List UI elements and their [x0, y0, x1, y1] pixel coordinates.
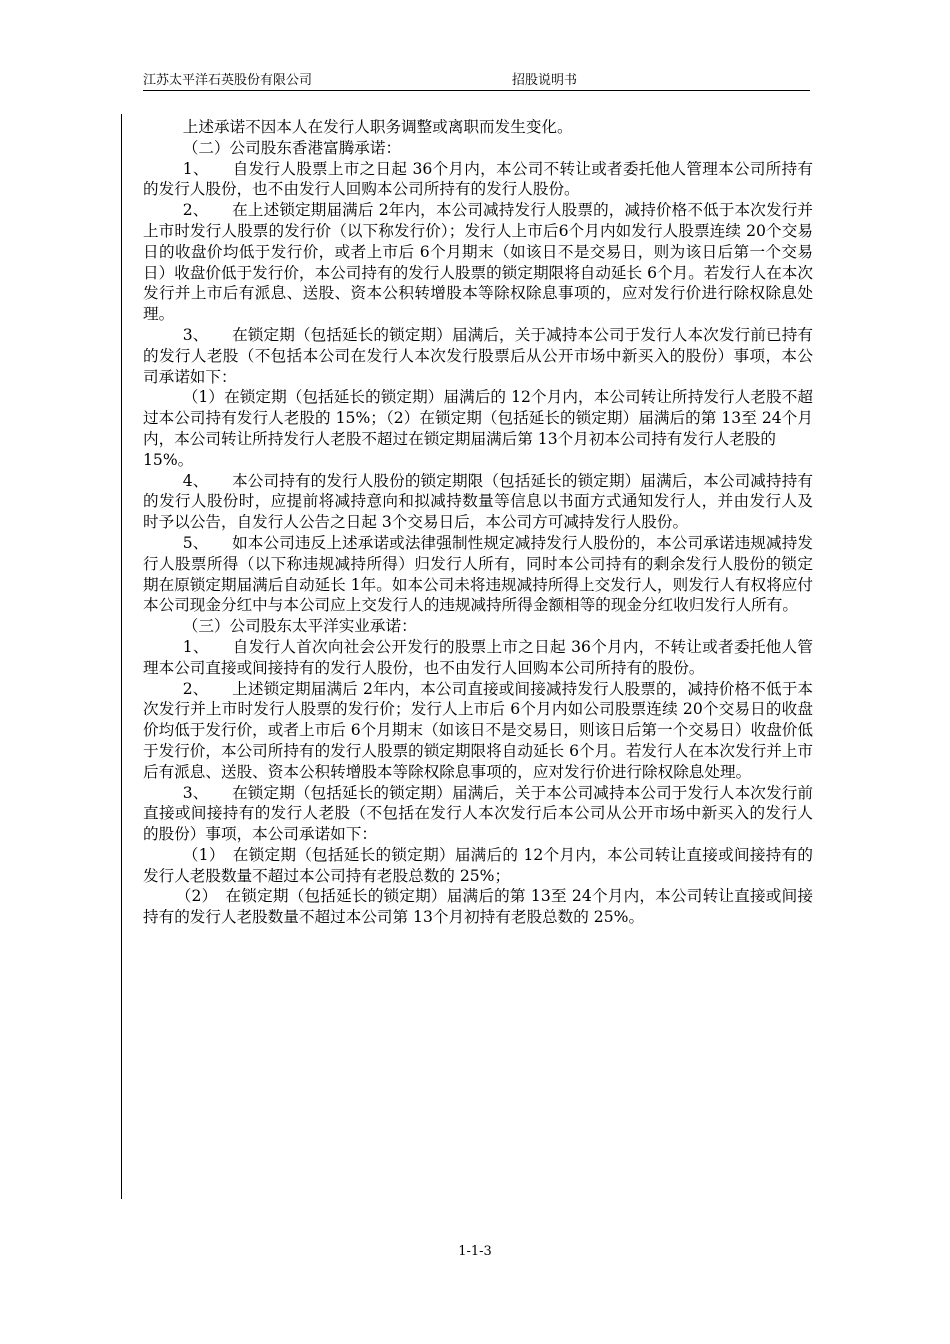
- paragraph: 5、 如本公司违反上述承诺或法律强制性规定减持发行人股份的，本公司承诺违规减持发行人股票所得（以下称违规减持所得）归发行人所有，同时本公司持有的剩余发行人股份的锁定期在原锁定期届满后自动延长 1年。如本公司未将违规减持所得上交发行人，则发行人有权将应付本公司现金分红中与本公司应上交发行人的违规减持所得金额相等的现金分红收归发行人所有。: [143, 533, 813, 615]
- paragraph: （1） 在锁定期（包括延长的锁定期）届满后的 12个月内，本公司转让直接或间接持有的发行人老股数量不超过本公司持有老股总数的 25%；: [143, 845, 813, 885]
- paragraph: 15%。: [143, 450, 194, 469]
- left-margin-rule: [121, 114, 122, 1199]
- paragraph: 1、 自发行人首次向社会公开发行的股票上市之日起 36个月内，不转让或者委托他人管理本公司直接或间接持有的发行人股份，也不由发行人回购本公司所持有的股份。: [143, 637, 813, 677]
- paragraph: （1）在锁定期（包括延长的锁定期）届满后的 12个月内，本公司转让所持发行人老股不超过本公司持有发行人老股的 15%；（2）在锁定期（包括延长的锁定期）届满后的第 13至 24个月内，本公司转让所持发行人老股不超过在锁定期届满后第 13个月初本公司持有发行人老股的: [143, 388, 813, 448]
- section-heading: （二）公司股东香港富腾承诺：: [182, 138, 402, 157]
- paragraph: 3、 在锁定期（包括延长的锁定期）届满后，关于减持本公司于发行人本次发行前已持有的发行人老股（不包括本公司在发行人本次发行股票后从公开市场中新买入的股份）事项，本公司承诺如下：: [143, 325, 813, 386]
- paragraph: 4、 本公司持有的发行人股份的锁定期限（包括延长的锁定期）届满后，本公司减持持有的发行人股份时，应提前将减持意向和拟减持数量等信息以书面方式通知发行人，并由发行人及时予以公告，自发行人公告之日起 3个交易日后，本公司方可减持发行人股份。: [143, 471, 813, 532]
- page-header: [143, 66, 810, 91]
- paragraph: 2、 上述锁定期届满后 2年内，本公司直接或间接减持发行人股票的，减持价格不低于本次发行并上市时发行人股票的发行价；发行人上市后 6个月内如公司股票连续 20个交易日的收盘价均低于发行价，或者上市后 6个月期末（如该日不是交易日，则该日后第一个交易日）收盘价低于发行价，本公司所持有的发行人股票的锁定期限将自动延长 6个月。若发行人在本次发行并上市后有派息、送股、资本公积转增股本等除权除息事项的，应对发行价进行除权除息处理。: [143, 679, 813, 781]
- paragraph: 上述承诺不因本人在发行人职务调整或离职而发生变化。: [182, 118, 573, 136]
- header-company-name: 江苏太平洋石英股份有限公司: [143, 73, 313, 88]
- paragraph: 1、 自发行人股票上市之日起 36个月内，本公司不转让或者委托他人管理本公司所持有的发行人股份，也不由发行人回购本公司所持有的发行人股份。: [143, 159, 813, 199]
- page-number: 1-1-3: [458, 1244, 492, 1259]
- section-heading: （三）公司股东太平洋实业承诺：: [182, 617, 417, 636]
- paragraph: （2） 在锁定期（包括延长的锁定期）届满后的第 13至 24个月内，本公司转让直接或间接持有的发行人老股数量不超过本公司第 13个月初持有老股总数的 25%。: [143, 887, 813, 927]
- header-document-title: 招股说明书: [512, 73, 578, 88]
- document-body: [143, 117, 813, 928]
- paragraph: 3、 在锁定期（包括延长的锁定期）届满后，关于本公司减持本公司于发行人本次发行前直接或间接持有的发行人老股（不包括在发行人本次发行后本公司从公开市场中新买入的发行人的股份）事项，本公司承诺如下：: [143, 783, 813, 844]
- paragraph: 2、 在上述锁定期届满后 2年内，本公司减持发行人股票的，减持价格不低于本次发行并上市时发行人股票的发行价（以下称发行价）；发行人上市后6个月内如发行人股票连续 20个交易日的收盘价均低于发行价，或者上市后 6个月期末（如该日不是交易日，则为该日后第一个交易日）收盘价低于发行价，本公司持有的发行人股票的锁定期限将自动延长 6个月。若发行人在本次发行并上市后有派息、送股、资本公积转增股本等除权除息事项的，应对发行价进行除权除息处理。: [143, 201, 813, 324]
